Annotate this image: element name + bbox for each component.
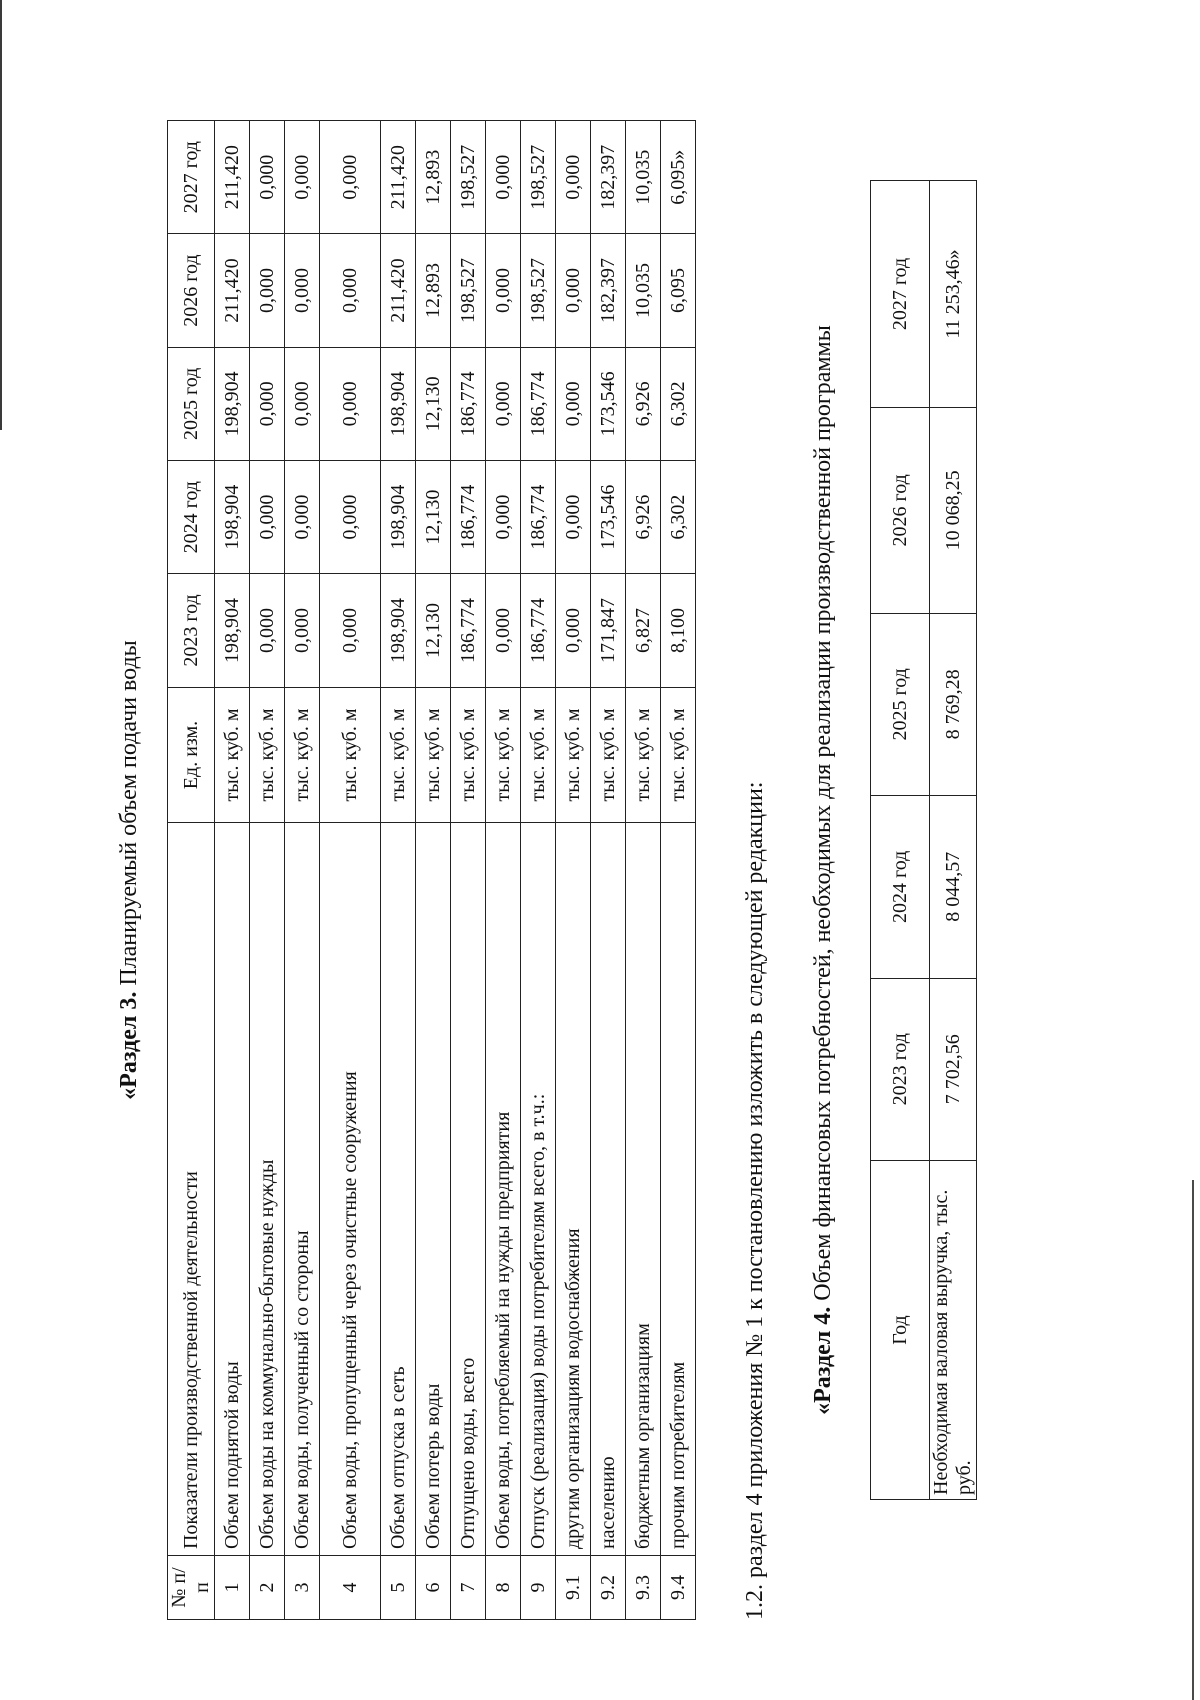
header-cell: Год (871, 1161, 930, 1500)
header-cell: 2025 год (871, 613, 930, 795)
table-cell: 8 (486, 1556, 521, 1620)
table-cell: Объем потерь воды (416, 823, 451, 1556)
table-cell: тыс. куб. м (486, 687, 521, 823)
header-cell: 2026 год (871, 408, 930, 614)
table-cell: 198,904 (381, 461, 416, 574)
table-cell: 3 (285, 1556, 320, 1620)
table-cell: тыс. куб. м (661, 687, 696, 823)
table-cell: 0,000 (320, 234, 381, 347)
table-cell: другим организациям водоснабжения (556, 823, 591, 1556)
table-cell: 211,420 (381, 234, 416, 347)
table-cell: 12,130 (416, 461, 451, 574)
table-cell: 8 769,28 (930, 613, 977, 795)
table-cell: 4 (320, 1556, 381, 1620)
table-cell: Объем отпуска в сеть (381, 823, 416, 1556)
table-cell: тыс. куб. м (451, 687, 486, 823)
table-cell: 5 (381, 1556, 416, 1620)
table-cell: 6,095» (661, 121, 696, 234)
table-cell: Объем воды на коммунально-бытовые нужды (250, 823, 285, 1556)
table-cell: населению (591, 823, 626, 1556)
table-row (250, 121, 285, 1620)
header-cell: 2026 год (168, 234, 215, 347)
table-cell: 0,000 (486, 121, 521, 234)
table-cell: Отпущено воды, всего (451, 823, 486, 1556)
table-row (556, 121, 591, 1620)
table-cell: 198,904 (381, 347, 416, 460)
table-cell: 186,774 (521, 347, 556, 460)
header-cell: Показатели производственной деятельности (168, 823, 215, 1556)
table-cell: 198,904 (215, 347, 250, 460)
table-cell: 8,100 (661, 574, 696, 687)
scan-edge-left (0, 0, 2, 430)
table-cell: 7 (451, 1556, 486, 1620)
header-cell: Ед. изм. (168, 687, 215, 823)
section4-header-row (871, 181, 930, 1500)
table-cell: 0,000 (285, 461, 320, 574)
table-cell: 0,000 (486, 347, 521, 460)
amendment-paragraph: 1.2. раздел 4 приложения № 1 к постановлению изложить в следующей редакции: (742, 781, 768, 1620)
table-cell: 9.2 (591, 1556, 626, 1620)
table-row (215, 121, 250, 1620)
table-cell: 198,527 (451, 234, 486, 347)
header-cell: 2025 год (168, 347, 215, 460)
table-cell: 10,035 (626, 121, 661, 234)
table-cell: 9.4 (661, 1556, 696, 1620)
table-cell: тыс. куб. м (416, 687, 451, 823)
table-cell: 7 702,56 (930, 978, 977, 1160)
table-cell: 6,827 (626, 574, 661, 687)
table-cell: 211,420 (215, 234, 250, 347)
table-cell: 0,000 (486, 574, 521, 687)
table-row (930, 181, 977, 1500)
table-cell: 0,000 (556, 574, 591, 687)
table-cell: 0,000 (320, 461, 381, 574)
rotated-page (110, 120, 1190, 1620)
header-cell: 2024 год (168, 461, 215, 574)
table-cell: 6,926 (626, 347, 661, 460)
table-cell: Отпуск (реализация) воды потребителям всего, в т.ч.: (521, 823, 556, 1556)
table-cell: тыс. куб. м (250, 687, 285, 823)
section3-table (167, 120, 696, 1620)
table-cell: 0,000 (250, 461, 285, 574)
table-row (521, 121, 556, 1620)
table-row (486, 121, 521, 1620)
table-cell: 198,904 (215, 461, 250, 574)
table-cell: 9.3 (626, 1556, 661, 1620)
table-cell: Объем поднятой воды (215, 823, 250, 1556)
section4-table (870, 180, 977, 1500)
header-cell: 2024 год (871, 796, 930, 978)
table-cell: 6,095 (661, 234, 696, 347)
table-cell: 171,847 (591, 574, 626, 687)
section3-header-row (168, 121, 215, 1620)
table-row (320, 121, 381, 1620)
table-cell: тыс. куб. м (626, 687, 661, 823)
table-cell: Объем воды, пропущенный через очистные сооружения (320, 823, 381, 1556)
header-cell: 2023 год (168, 574, 215, 687)
table-cell: 11 253,46» (930, 181, 977, 408)
table-cell: 12,893 (416, 234, 451, 347)
table-cell: 0,000 (556, 347, 591, 460)
table-cell: тыс. куб. м (285, 687, 320, 823)
table-cell: бюджетным организациям (626, 823, 661, 1556)
table-cell: 9.1 (556, 1556, 591, 1620)
section4-title-bold: «Раздел 4. (810, 1306, 836, 1415)
table-cell: Объем воды, полученный со стороны (285, 823, 320, 1556)
table-row (416, 121, 451, 1620)
table-cell: 0,000 (250, 347, 285, 460)
table-cell: 2 (250, 1556, 285, 1620)
table-cell: 0,000 (285, 347, 320, 460)
table-cell: 9 (521, 1556, 556, 1620)
table-cell: 0,000 (486, 461, 521, 574)
table-cell: 186,774 (521, 461, 556, 574)
table-cell: 186,774 (521, 574, 556, 687)
section4-title (810, 120, 837, 1620)
table-cell: 6,302 (661, 347, 696, 460)
table-cell: 0,000 (320, 347, 381, 460)
table-cell: 211,420 (215, 121, 250, 234)
table-cell: 0,000 (556, 461, 591, 574)
table-cell: тыс. куб. м (215, 687, 250, 823)
table-cell: 12,893 (416, 121, 451, 234)
table-cell: 198,527 (451, 121, 486, 234)
table-cell: 0,000 (486, 234, 521, 347)
table-cell: тыс. куб. м (556, 687, 591, 823)
section3-title-rest: Планируемый объем подачи воды (116, 640, 142, 992)
table-cell: 0,000 (285, 234, 320, 347)
table-cell: 0,000 (556, 121, 591, 234)
table-cell: 0,000 (250, 234, 285, 347)
table-row (626, 121, 661, 1620)
table-cell: 10,035 (626, 234, 661, 347)
table-cell: тыс. куб. м (591, 687, 626, 823)
table-cell: 186,774 (451, 461, 486, 574)
table-row (451, 121, 486, 1620)
section4-title-rest: Объем финансовых потребностей, необходимых для реализации производственной программы (810, 325, 836, 1307)
table-cell: прочим потребителям (661, 823, 696, 1556)
table-row (381, 121, 416, 1620)
table-cell: 198,904 (381, 574, 416, 687)
section3-title-bold: «Раздел 3. (116, 991, 142, 1100)
table-cell: 0,000 (285, 121, 320, 234)
table-cell: 6,926 (626, 461, 661, 574)
table-cell: 198,527 (521, 234, 556, 347)
table-cell: 12,130 (416, 574, 451, 687)
table-cell: 182,397 (591, 121, 626, 234)
table-cell: Объем воды, потребляемый на нужды предприятия (486, 823, 521, 1556)
table-cell: тыс. куб. м (521, 687, 556, 823)
table-cell: Необходимая валовая выручка, тыс. руб. (930, 1161, 977, 1500)
table-cell: 6,302 (661, 461, 696, 574)
table-cell: тыс. куб. м (320, 687, 381, 823)
table-cell: 211,420 (381, 121, 416, 234)
table-cell: 182,397 (591, 234, 626, 347)
table-cell: 186,774 (451, 347, 486, 460)
header-cell: 2027 год (168, 121, 215, 234)
header-cell: № п/п (168, 1556, 215, 1620)
table-cell: 8 044,57 (930, 796, 977, 978)
table-cell: 6 (416, 1556, 451, 1620)
table-cell: 0,000 (320, 574, 381, 687)
table-cell: 186,774 (451, 574, 486, 687)
table-cell: 0,000 (285, 574, 320, 687)
table-row (285, 121, 320, 1620)
table-cell: 0,000 (320, 121, 381, 234)
table-cell: 198,527 (521, 121, 556, 234)
table-cell: 1 (215, 1556, 250, 1620)
table-cell: 10 068,25 (930, 408, 977, 614)
section3-title (116, 120, 143, 1620)
table-cell: 173,546 (591, 347, 626, 460)
table-cell: 0,000 (250, 121, 285, 234)
header-cell: 2023 год (871, 978, 930, 1160)
table-row (591, 121, 626, 1620)
header-cell: 2027 год (871, 181, 930, 408)
table-cell: 198,904 (215, 574, 250, 687)
table-cell: тыс. куб. м (381, 687, 416, 823)
table-cell: 173,546 (591, 461, 626, 574)
section3-body (215, 121, 696, 1620)
table-row (661, 121, 696, 1620)
table-cell: 0,000 (556, 234, 591, 347)
table-cell: 0,000 (250, 574, 285, 687)
table-cell: 12,130 (416, 347, 451, 460)
scan-edge-right (1192, 1180, 1194, 1700)
